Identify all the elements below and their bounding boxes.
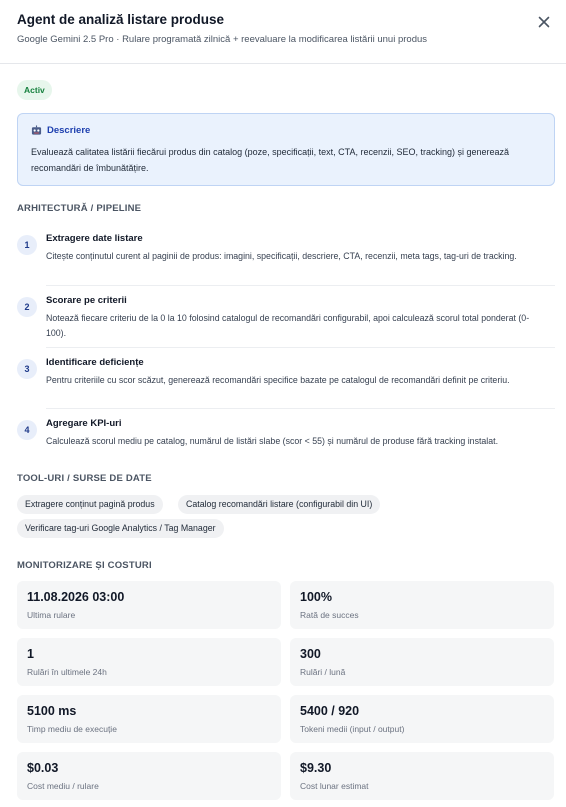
metric-value: 5100 ms (27, 704, 77, 718)
step-number: 3 (17, 359, 37, 379)
tools-section-title: TOOL-URI / SURSE DE DATE (17, 473, 152, 484)
metric-card-cost-month (290, 752, 554, 800)
metric-label: Timp mediu de execuție (27, 724, 117, 734)
step-description: Pentru criteriile cu scor scăzut, generează recomandări specifice bazate pe catalogul de recomandări definit pe criteriu. (46, 375, 510, 385)
metric-value: 5400 / 920 (300, 704, 360, 718)
robot-icon (31, 125, 42, 136)
divider (46, 347, 555, 348)
metric-card-avg-time (17, 695, 281, 743)
tool-chip: Catalog recomandări listare (configurabil din UI) (178, 495, 380, 514)
metric-value: 300 (300, 647, 321, 661)
description-label: Descriere (47, 125, 91, 136)
modal-title: Agent de analiză listare produse (17, 12, 225, 27)
metric-value: 11.08.2026 03:00 (27, 590, 125, 604)
step-description: Citește conținutul curent al paginii de produs: imagini, specificații, descriere, CTA, recenzii, meta tags, tag-uri de tracking. (46, 251, 517, 261)
metric-card-runs-24h (17, 638, 281, 686)
metric-label: Rată de succes (300, 610, 359, 620)
status-badge: Activ (17, 80, 52, 100)
metric-card-last-run (17, 581, 281, 629)
tool-chip: Verificare tag-uri Google Analytics / Tag Manager (17, 519, 224, 538)
metric-label: Rulări / lună (300, 667, 346, 677)
step-number: 4 (17, 420, 37, 440)
divider (46, 408, 555, 409)
metric-label: Ultima rulare (27, 610, 76, 620)
metric-card-runs-month (290, 638, 554, 686)
close-button[interactable] (535, 13, 553, 31)
modal-subtitle: Google Gemini 2.5 Pro · Rulare programată zilnică + reevaluare la modificarea listării unui produs (17, 34, 428, 45)
step-description: Notează fiecare criteriu de la 0 la 10 folosind catalogul de recomandări configurabil, apoi calculează scorul total ponderat (0-100). (46, 313, 530, 338)
metric-value: 1 (27, 647, 34, 661)
step-title: Scorare pe criterii (46, 295, 127, 306)
monitoring-section-title: MONITORIZARE ȘI COSTURI (17, 560, 152, 571)
metric-label: Rulări în ultimele 24h (27, 667, 107, 677)
metric-card-success-rate (290, 581, 554, 629)
step-title: Extragere date listare (46, 233, 143, 244)
close-icon (535, 13, 553, 31)
metric-label: Cost lunar estimat (300, 781, 369, 791)
metric-card-cost-run (17, 752, 281, 800)
tool-chip: Extragere conținut pagină produs (17, 495, 163, 514)
metric-value: $9.30 (300, 761, 332, 775)
description-text: Evaluează calitatea listării fiecărui produs din catalog (poze, specificații, text, CTA, recenzii, SEO, tracking) și generează recomandări de îmbunătățire. (31, 147, 510, 173)
divider (46, 285, 555, 286)
metric-label: Tokeni medii (input / output) (300, 724, 405, 734)
metric-value: 100% (300, 590, 332, 604)
metric-card-tokens (290, 695, 554, 743)
step-number: 2 (17, 297, 37, 317)
modal-header (0, 0, 566, 64)
pipeline-section-title: ARHITECTURĂ / PIPELINE (17, 203, 142, 214)
metric-label: Cost mediu / rulare (27, 781, 99, 791)
step-number: 1 (17, 235, 37, 255)
description-box (17, 113, 555, 186)
step-description: Calculează scorul mediu pe catalog, numărul de listări slabe (scor < 55) și numărul de produse fără tracking instalat. (46, 436, 499, 446)
description-header (31, 125, 90, 136)
step-title: Identificare deficiențe (46, 357, 144, 368)
metric-value: $0.03 (27, 761, 59, 775)
step-title: Agregare KPI-uri (46, 418, 122, 429)
